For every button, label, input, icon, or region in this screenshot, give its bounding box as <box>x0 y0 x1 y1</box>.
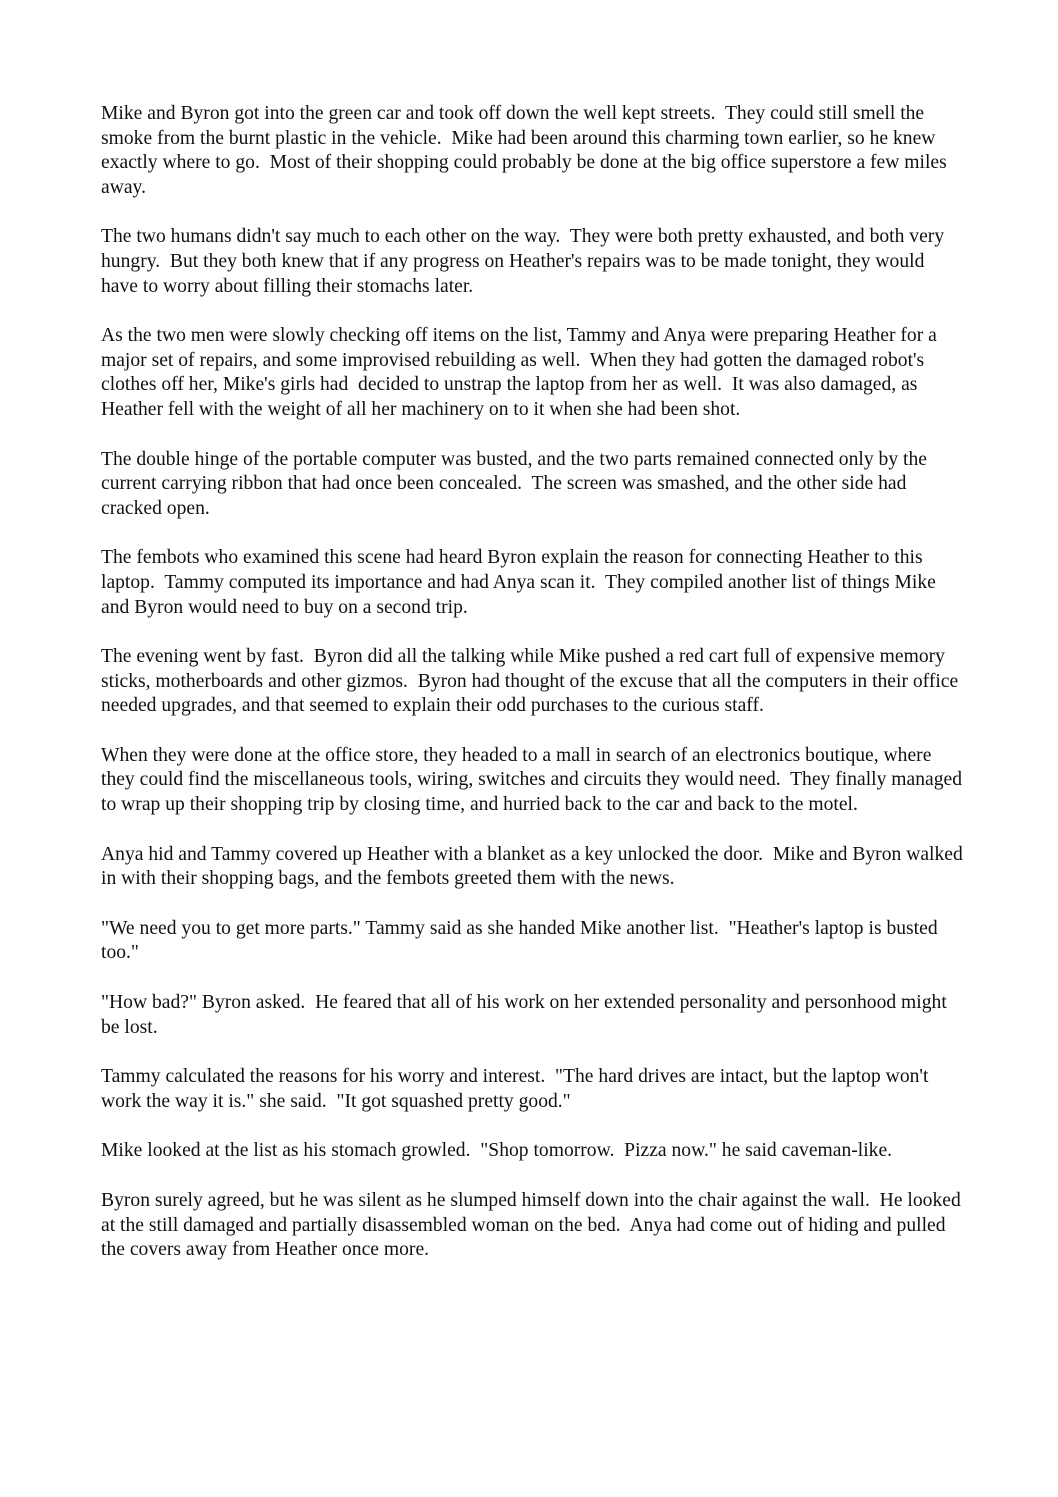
paragraph-4: The double hinge of the portable computer was busted, and the two parts remained connected only by the current carrying ribbon that had once been concealed. The screen was smashed, and the other side had cracked open. <box>101 448 932 519</box>
paragraph-6: The evening went by fast. Byron did all the talking while Mike pushed a red cart full of expensive memory sticks, motherboards and other gizmos. Byron had thought of the excuse that all the computers in their office needed upgrades, and that seemed to explain their odd purchases to the curious staff. <box>101 646 964 717</box>
paragraph-1: Mike and Byron got into the green car and took off down the well kept streets. They could still smell the smoke from the burnt plastic in the vehicle. Mike had been around this charming town earlier, so he knew exactly where to go. Most of their shopping could probably be done at the big office superstore a few miles away. <box>101 103 952 198</box>
paragraph-10: "How bad?" Byron asked. He feared that all of his work on her extended personality and personhood might be lost. <box>101 992 952 1038</box>
paragraph-3: As the two men were slowly checking off items on the list, Tammy and Anya were preparing Heather for a major set of repairs, and some improvised rebuilding as well. When they had gotten the damaged robot's clothes off her, Mike's girls had decided to unstrap the laptop from her as well. It was also damaged, as Heather fell with the weight of all her machinery on to it when she had been shot. <box>101 325 942 420</box>
document-body <box>101 102 968 1288</box>
paragraph-5: The fembots who examined this scene had heard Byron explain the reason for connecting Heather to this laptop. Tammy computed its importance and had Anya scan it. They compiled another list of things Mike and Byron would need to buy on a second trip. <box>101 547 941 618</box>
paragraph-9: "We need you to get more parts." Tammy said as she handed Mike another list. "Heather's laptop is busted too." <box>101 917 943 964</box>
paragraph-2: The two humans didn't say much to each other on the way. They were both pretty exhausted, and both very hungry. But they both knew that if any progress on Heather's repairs was to be made tonight, they would have to worry about filling their stomachs later. <box>101 226 950 297</box>
paragraph-8: Anya hid and Tammy covered up Heather with a blanket as a key unlocked the door. Mike and Byron walked in with their shopping bags, and the fembots greeted them with the news. <box>101 843 968 890</box>
paragraph-13: Byron surely agreed, but he was silent as he slumped himself down into the chair against the wall. He looked at the still damaged and partially disassembled woman on the bed. Anya had come out of hiding and pulled the covers away from Heather once more. <box>101 1190 966 1261</box>
paragraph-7: When they were done at the office store, they headed to a mall in search of an electronics boutique, where they could find the miscellaneous tools, wiring, switches and circuits they would need. They finally managed to wrap up their shopping trip by closing time, and hurried back to the car and back to the motel. <box>101 744 967 816</box>
paragraph-12: Mike looked at the list as his stomach growled. "Shop tomorrow. Pizza now." he said caveman-like. <box>101 1140 893 1162</box>
paragraph-11: Tammy calculated the reasons for his worry and interest. "The hard drives are intact, but the laptop won't work the way it is." she said. "It got squashed pretty good." <box>101 1066 934 1112</box>
